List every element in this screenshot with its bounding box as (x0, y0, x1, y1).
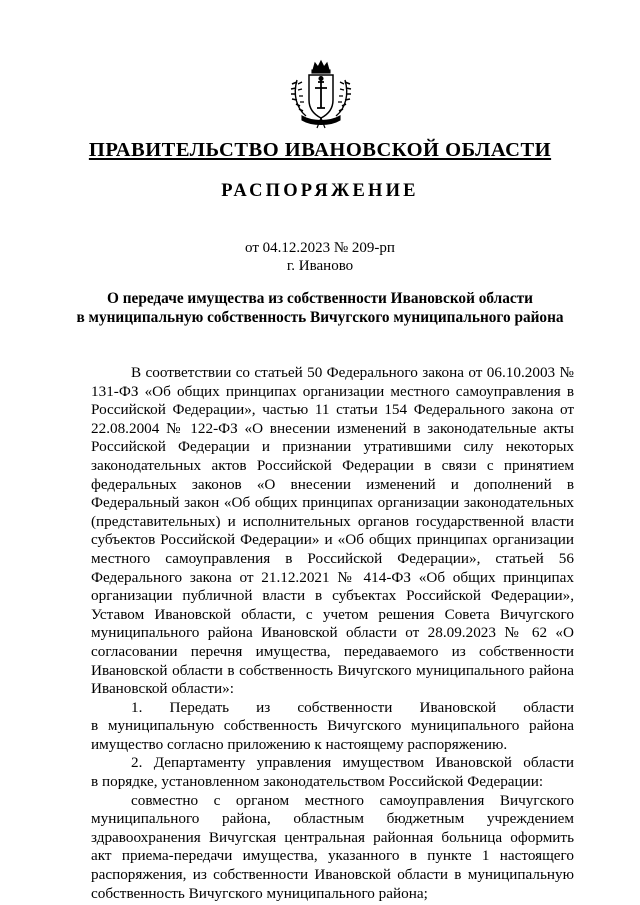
document-subject (60, 289, 580, 327)
item-2-first-line: 2. Департаменту управления имуществом Ивановской области (131, 754, 574, 772)
government-title: ПРАВИТЕЛЬСТВО ИВАНОВСКОЙ ОБЛАСТИ (88, 139, 552, 161)
item-2-continuation: в порядке, установленном законодательством Российской Федерации: (91, 773, 544, 791)
document-city: г. Иваново (286, 258, 354, 274)
subject-line-2: в муниципальную собственность Вичугского муниципального района (76, 309, 564, 326)
item-2-subparagraph: совместно с органом местного самоуправления Вичугского муниципального района, областным бюджетным учреждением здравоохранения Вичугская центральная районная больница оформить акт приема-передачи имущества, указанного в пункте 1 настоящего распоряжения, из собственности Ивановской области в муниципальную собственность Вичугского муниципального района; (91, 791, 574, 902)
document-body (91, 364, 574, 903)
preamble-paragraph: В соответствии со статьей 50 Федерального закона от 06.10.2003 № 131-ФЗ «Об общих принципах организации местного самоуправления в Российской Федерации», частью 11 статьи 154 Федерального закона от 22.08.2004 № 122-ФЗ «О внесении изменений в законодательные акты Российской Федерации и признании утратившими силу некоторых законодательных актов Российской Федерации в связи с принятием федеральных законов «О внесении изменений и дополнений в Федеральный закон «Об общих принципах организации законодательных (представительных) и исполнительных органов государственной власти субъектов Российской Федерации» и «Об общих принципах организации местного самоуправления в Российской Федерации», статьей 56 Федерального закона от 21.12.2021 № 414-ФЗ «Об общих принципах организации публичной власти в субъектах Российской Федерации», Уставом Ивановской области, с учетом решения Совета Вичугского муниципального района Ивановской области от 28.09.2023 № 62 «О согласовании перечня имущества, передаваемого из собственности Ивановской области в собственность Вичугского муниципального района Ивановской области»: (91, 364, 574, 698)
item-1-first-line: 1. Передать из собственности Ивановской области (131, 698, 574, 716)
coat-of-arms-icon (284, 58, 358, 130)
item-1-continuation: в муниципальную собственность Вичугского муниципального района имущество согласно приложению к настоящему распоряжению. (91, 717, 574, 753)
subject-line-1: О передаче имущества из собственности Ивановской области (107, 290, 533, 307)
document-type-title: РАСПОРЯЖЕНИЕ (221, 181, 419, 201)
document-date-number: от 04.12.2023 № 209-рп (245, 240, 395, 256)
